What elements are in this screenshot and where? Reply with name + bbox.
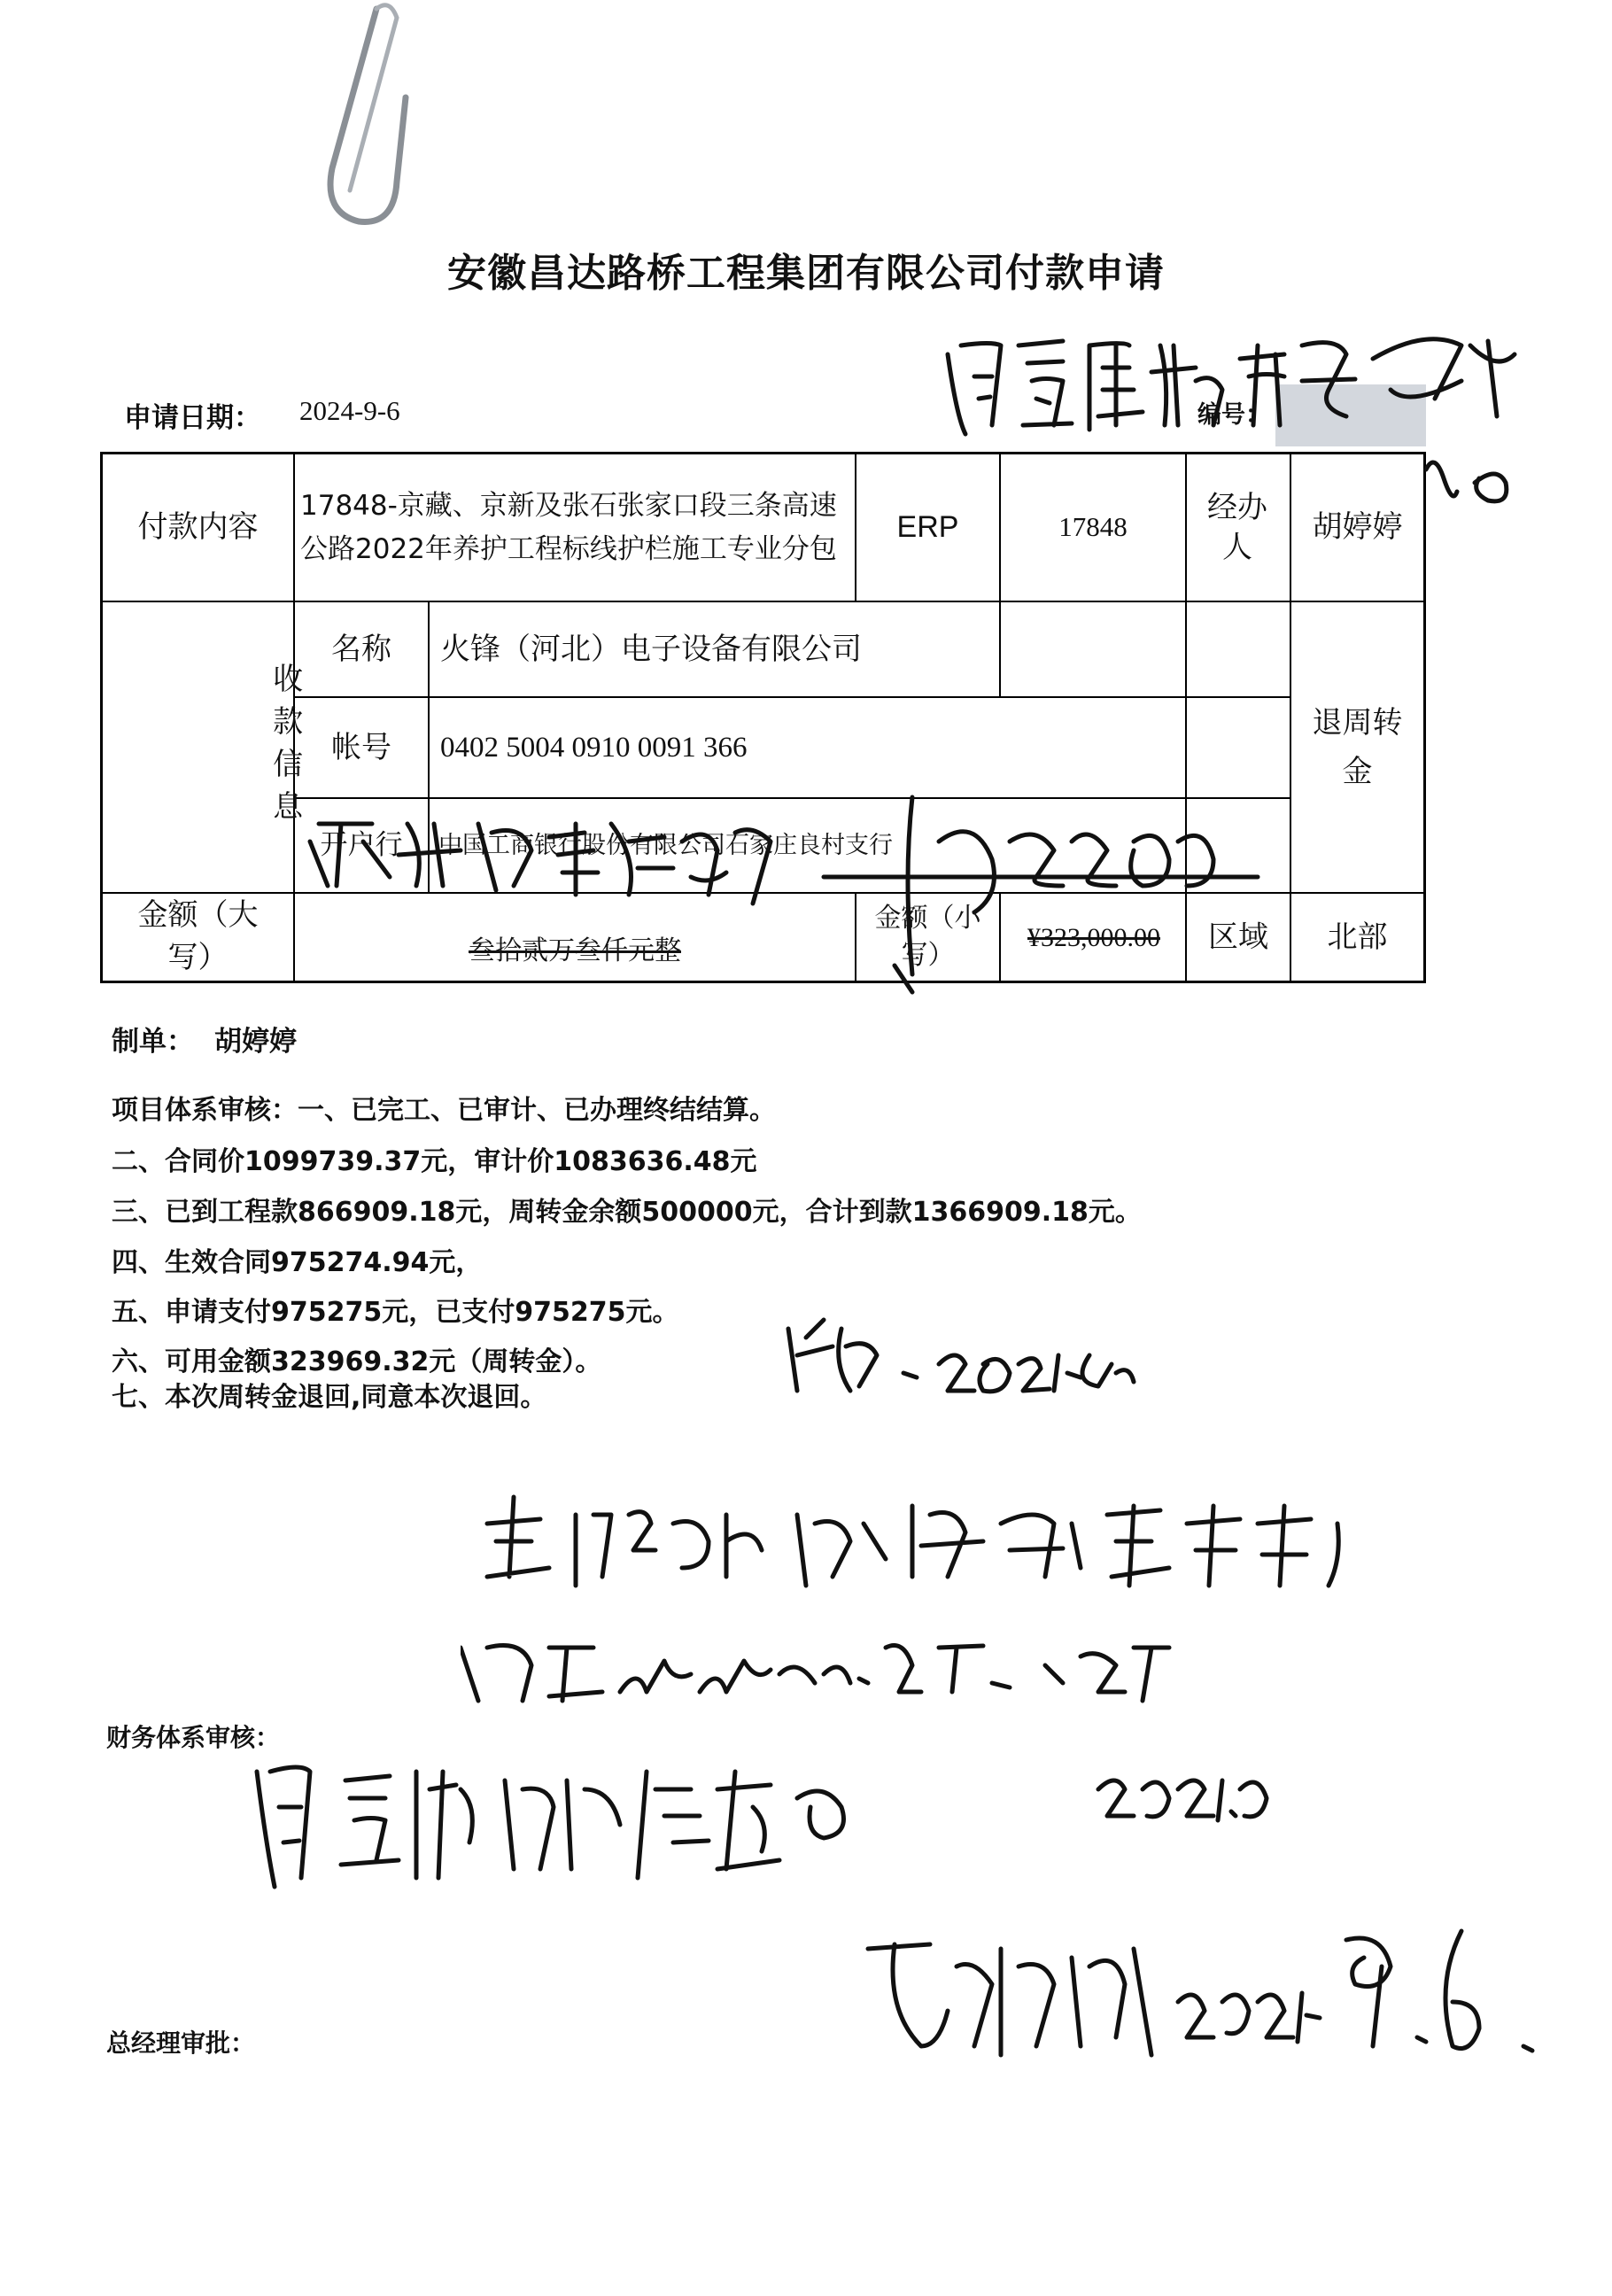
maker-value: 胡婷婷 xyxy=(214,1026,297,1058)
maker-label: 制单： xyxy=(112,1026,194,1058)
serial-label: 编号： xyxy=(1197,401,1269,429)
account-label: 帐号 xyxy=(331,729,391,765)
date-label: 申请日期： xyxy=(124,402,261,434)
name-label: 名称 xyxy=(331,631,391,667)
finance-approval-handwriting xyxy=(239,1736,1001,1896)
top-approval-signature xyxy=(930,292,1568,523)
name-value: 火锋（河北）电子设备有限公司 xyxy=(440,631,862,667)
project-audit-line-2: 二、合同价1099739.37元，审计价1083636.48元 xyxy=(112,1146,757,1177)
handler-value: 胡婷婷 xyxy=(1312,509,1403,546)
paperclip-icon xyxy=(292,0,416,239)
project-audit-line-3: 三、已到工程款866909.18元，周转金余额500000元，合计到款1366909.18元。 xyxy=(112,1197,1142,1228)
region-value: 北部 xyxy=(1327,919,1388,955)
project-audit-line-4: 四、生效合同975274.94元， xyxy=(112,1247,483,1278)
bank-value: 中国工商银行股份有限公司石家庄良村支行 xyxy=(438,831,893,859)
amount-upper-label: 金额（大写） xyxy=(137,897,259,975)
gm-approval-label: 总经理审批： xyxy=(106,2028,256,2058)
erp-label: ERP xyxy=(896,510,959,545)
amount-lower-value: ¥323,000.00 xyxy=(1027,922,1160,952)
project-audit-line-7: 七、本次周转金退回,同意本次退回。 xyxy=(112,1382,547,1413)
finance-audit-label: 财务体系审核： xyxy=(106,1723,281,1752)
amount-upper-value: 叁拾贰万叁仟元整 xyxy=(469,935,681,966)
date-value: 2024-9-6 xyxy=(299,395,400,426)
receipt-info-label: 收款信息 xyxy=(267,662,303,833)
payment-type-value: 退周转金 xyxy=(1312,705,1403,789)
project-audit-signature xyxy=(771,1302,1143,1417)
erp-value: 17848 xyxy=(1058,511,1128,543)
bank-label: 开户行 xyxy=(320,829,403,862)
account-value: 0402 5004 0910 0091 366 xyxy=(440,731,748,764)
amount-correction-handwriting xyxy=(292,788,1311,1045)
handler-label: 经办人 xyxy=(1207,490,1267,565)
region-label: 区域 xyxy=(1208,919,1268,955)
document-title: 安徽昌达路桥工程集团有限公司付款申请 xyxy=(447,251,1165,296)
project-audit-line-5: 五、申请支付975275元，已支付975275元。 xyxy=(112,1297,679,1328)
payment-content-value: 17848-京藏、京新及张石张家口段三条高速公路2022年养护工程标线护栏施工专业分包 xyxy=(300,490,837,565)
project-audit-line-6: 六、可用金额323969.32元（周转金）。 xyxy=(112,1346,602,1377)
amount-lower-label: 金额（小写） xyxy=(874,903,981,971)
gm-approval-signature xyxy=(850,1913,1577,2064)
payment-content-label: 付款内容 xyxy=(137,509,259,546)
project-audit-line-1: 项目体系审核：一、已完工、已审计、已办理终结结算。 xyxy=(112,1095,776,1126)
